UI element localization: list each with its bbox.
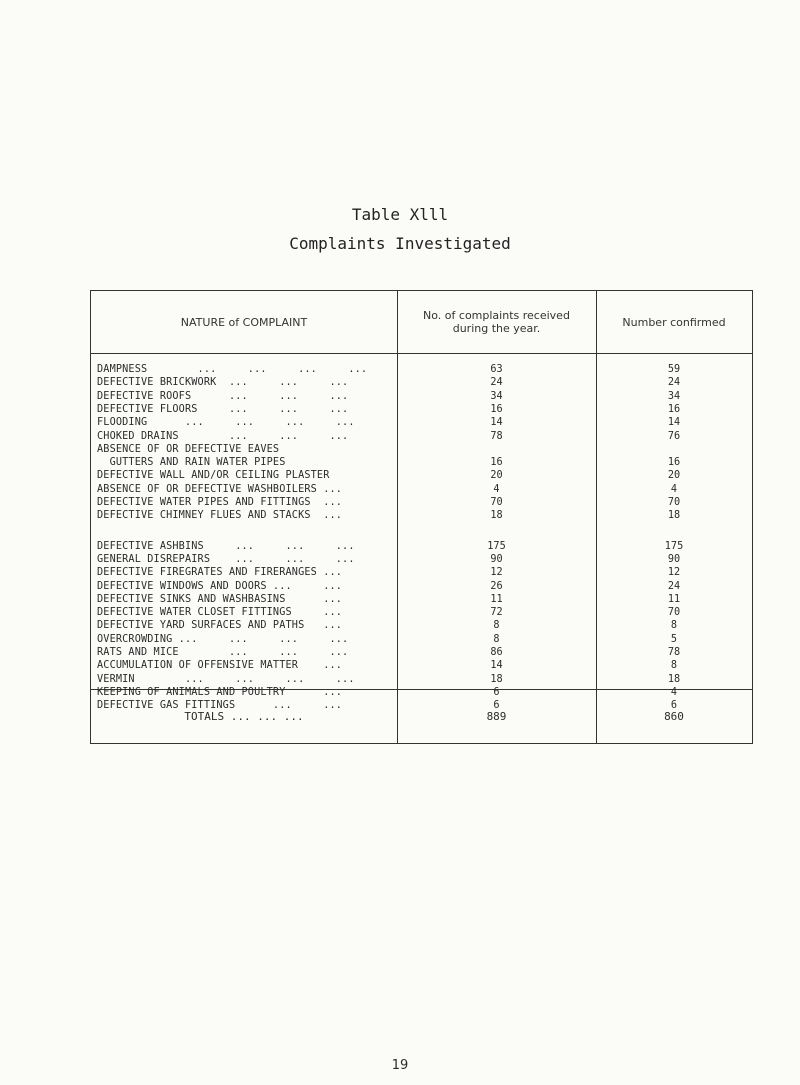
complaints-confirmed: 20 — [667, 470, 681, 482]
complaints-confirmed: 70 — [667, 607, 681, 619]
complaints-received: 11 — [490, 593, 503, 605]
complaints-confirmed: 175 — [664, 540, 684, 552]
complaints-received: 16 — [490, 457, 503, 469]
complaints-received: 63 — [490, 364, 503, 375]
table-row — [91, 483, 752, 496]
header-nature: NATURE of COMPLAINT — [180, 315, 308, 329]
complaint-nature: DEFECTIVE SINKS AND WASHBASINS ... — [97, 593, 343, 605]
complaints-received: 14 — [490, 417, 503, 429]
table-row — [91, 593, 752, 606]
complaints-received: 175 — [487, 540, 506, 552]
complaints-received: 78 — [490, 430, 503, 442]
table-row — [91, 390, 752, 403]
table-row — [91, 646, 752, 659]
complaints-confirmed: 11 — [667, 593, 681, 605]
table-row — [91, 509, 752, 522]
table-row — [91, 566, 752, 579]
complaint-nature: ACCUMULATION OF OFFENSIVE MATTER ... — [97, 660, 343, 672]
complaints-confirmed: 4 — [670, 483, 678, 495]
complaint-nature: DEFECTIVE WINDOWS AND DOORS ... ... — [97, 580, 343, 592]
table-row — [91, 376, 752, 389]
complaint-nature: DEFECTIVE ROOFS ... ... ... — [97, 390, 349, 402]
complaint-nature: DEFECTIVE WATER PIPES AND FITTINGS ... — [97, 497, 343, 508]
complaint-nature: OVERCROWDING ... ... ... ... — [97, 633, 349, 645]
complaints-confirmed: 16 — [667, 403, 681, 415]
complaints-received: 90 — [490, 553, 503, 565]
complaints-received: 24 — [490, 377, 503, 389]
complaints-confirmed: 70 — [667, 497, 681, 508]
complaints-confirmed: 24 — [667, 580, 681, 592]
complaint-nature: DEFECTIVE YARD SURFACES AND PATHS ... — [97, 620, 343, 632]
table-row — [91, 673, 752, 686]
complaint-nature: KEEPING OF ANIMALS AND POULTRY ... — [97, 686, 343, 698]
complaints-received: 86 — [490, 647, 503, 658]
complaints-received: 34 — [490, 390, 503, 402]
table-row — [91, 540, 752, 553]
complaints-confirmed: 59 — [667, 364, 681, 375]
complaint-nature: DEFECTIVE GAS FITTINGS ... ... — [97, 700, 343, 712]
complaints-confirmed: 5 — [670, 633, 678, 645]
complaints-received: 12 — [490, 567, 503, 579]
complaints-confirmed: 6 — [670, 700, 678, 712]
complaints-received: 14 — [490, 660, 503, 672]
complaint-nature: DEFECTIVE WATER CLOSET FITTINGS ... — [97, 607, 343, 619]
complaints-received: 6 — [493, 686, 500, 698]
complaints-confirmed: 14 — [667, 417, 681, 429]
complaint-nature: ABSENCE OF OR DEFECTIVE WASHBOILERS ... — [97, 483, 343, 495]
complaints-received: 8 — [493, 620, 500, 632]
complaint-nature: CHOKED DRAINS ... ... ... — [97, 430, 349, 442]
complaint-nature: DEFECTIVE CHIMNEY FLUES AND STACKS ... — [97, 510, 343, 522]
complaints-received: 6 — [493, 700, 500, 712]
complaints-received: 20 — [490, 470, 503, 482]
complaint-nature: RATS AND MICE ... ... ... — [97, 647, 349, 658]
table-title: Table Xlll — [351, 205, 449, 224]
complaints-confirmed: 8 — [670, 660, 678, 672]
complaints-confirmed: 8 — [670, 620, 678, 632]
totals-received: 889 — [486, 709, 507, 723]
complaint-nature: GUTTERS AND RAIN WATER PIPES — [97, 457, 286, 469]
table-row — [91, 633, 752, 646]
table-row — [91, 430, 752, 443]
totals-confirmed: 860 — [664, 709, 684, 723]
header-divider — [91, 353, 752, 354]
complaint-nature: DEFECTIVE ASHBINS ... ... ... — [97, 540, 355, 552]
complaint-nature: VERMIN ... ... ... ... — [97, 673, 355, 685]
table-row — [91, 456, 752, 469]
table-row — [91, 443, 752, 456]
complaints-received: 26 — [490, 580, 503, 592]
table-row — [91, 659, 752, 672]
complaint-nature: DAMPNESS ... ... ... ... — [97, 364, 368, 375]
complaint-nature: DEFECTIVE BRICKWORK ... ... ... — [97, 377, 349, 389]
complaint-nature: DEFECTIVE FLOORS ... ... ... — [97, 403, 349, 415]
complaint-nature: ABSENCE OF OR DEFECTIVE EAVES — [97, 443, 280, 455]
complaints-confirmed: 90 — [667, 553, 681, 565]
table-row — [91, 606, 752, 619]
complaints-received: 16 — [490, 403, 503, 415]
complaints-received: 18 — [490, 673, 503, 685]
complaints-confirmed: 12 — [667, 567, 681, 579]
complaint-nature: GENERAL DISREPAIRS ... ... ... — [97, 553, 355, 565]
table-subtitle: Complaints Investigated — [289, 234, 511, 253]
complaint-nature: DEFECTIVE FIREGRATES AND FIRERANGES ... — [97, 567, 343, 579]
table-row — [91, 553, 752, 566]
complaint-nature: FLOODING ... ... ... ... — [97, 417, 355, 429]
totals-label: TOTALS ... ... ... — [184, 709, 304, 723]
table-row — [91, 580, 752, 593]
complaints-confirmed: 34 — [667, 390, 681, 402]
table-row — [91, 363, 752, 376]
table-row — [91, 469, 752, 482]
complaints-received: 70 — [490, 497, 503, 508]
complaints-confirmed: 78 — [667, 647, 681, 658]
complaints-confirmed: 24 — [667, 377, 681, 389]
header-confirmed: Number confirmed — [622, 315, 726, 329]
complaints-confirmed: 18 — [667, 510, 681, 522]
table-row — [91, 619, 752, 632]
complaints-received: 8 — [493, 633, 500, 645]
complaints-confirmed: 18 — [667, 673, 681, 685]
table-row — [91, 403, 752, 416]
complaints-received: 4 — [493, 483, 500, 495]
table-row — [91, 496, 752, 509]
complaints-table — [90, 290, 753, 744]
table-row — [91, 416, 752, 429]
complaints-received: 18 — [490, 510, 503, 522]
complaint-nature: DEFECTIVE WALL AND/OR CEILING PLASTER — [97, 470, 330, 482]
page-number: 19 — [391, 1058, 409, 1073]
header-received: No. of complaints received during the year. — [423, 309, 570, 335]
complaints-confirmed: 76 — [667, 430, 681, 442]
complaints-confirmed: 16 — [667, 457, 681, 469]
complaints-confirmed: 4 — [670, 686, 678, 698]
complaints-received: 72 — [490, 607, 503, 619]
